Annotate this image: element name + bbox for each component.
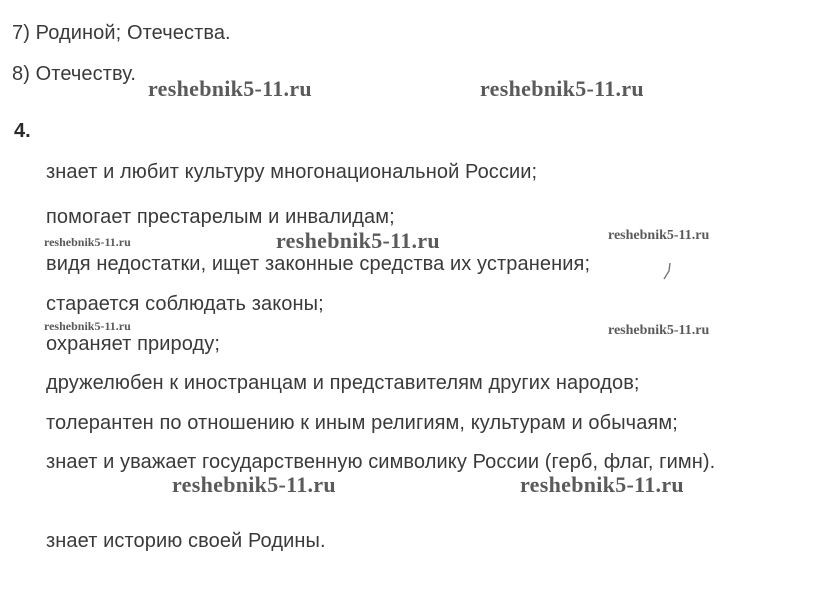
watermark: reshebnik5-11.ru	[276, 228, 440, 253]
pen-mark-icon	[662, 262, 672, 280]
list-item: помогает престарелым и инвалидам;	[46, 206, 395, 228]
watermark: reshebnik5-11.ru	[608, 323, 710, 338]
section-number: 4.	[14, 120, 31, 142]
list-item: видя недостатки, ищет законные средства их устранения;	[46, 253, 591, 275]
watermark: reshebnik5-11.ru	[172, 472, 336, 497]
list-item: старается соблюдать законы;	[46, 293, 324, 315]
list-item: знает историю своей Родины.	[46, 530, 326, 552]
list-item: знает и любит культуру многонациональной России;	[46, 161, 538, 183]
watermark: reshebnik5-11.ru	[44, 235, 131, 249]
watermark: reshebnik5-11.ru	[44, 319, 131, 333]
watermark: reshebnik5-11.ru	[148, 76, 312, 101]
list-item: охраняет природу;	[46, 333, 221, 355]
list-item: дружелюбен к иностранцам и представителям других народов;	[46, 372, 640, 394]
answer-item-8: 8) Отечеству.	[12, 63, 137, 85]
list-item: толерантен по отношению к иным религиям, культурам и обычаям;	[46, 412, 678, 434]
watermark: reshebnik5-11.ru	[608, 228, 710, 243]
watermark: reshebnik5-11.ru	[520, 472, 684, 497]
answer-item-7: 7) Родиной; Отечества.	[12, 22, 231, 44]
list-item: знает и уважает государственную символику России (герб, флаг, гимн).	[46, 451, 716, 473]
watermark: reshebnik5-11.ru	[480, 76, 644, 101]
